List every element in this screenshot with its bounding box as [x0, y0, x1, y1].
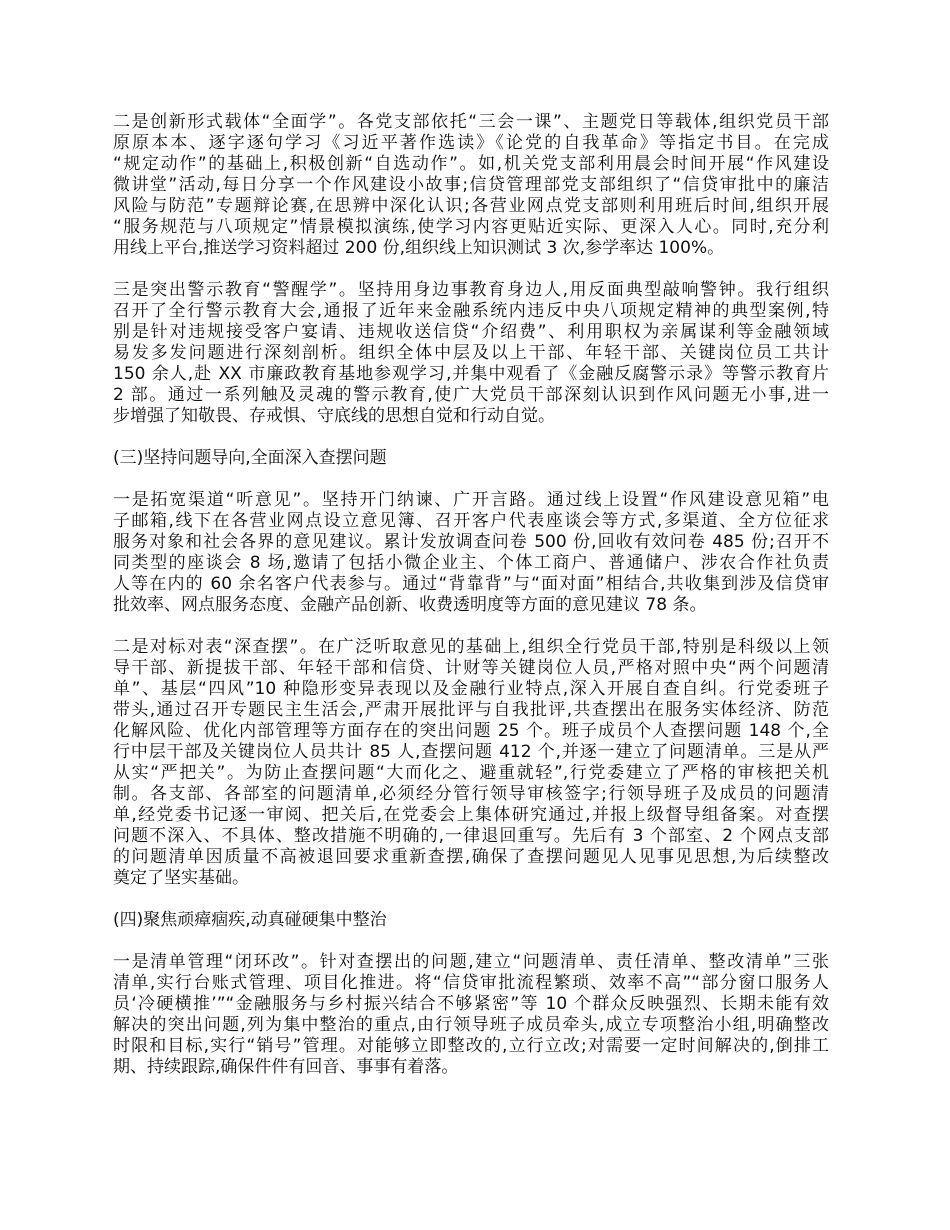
text-line: 带头,通过召开专题民主生活会,严肃开展批评与自我批评,共查摆出在服务实体经济、防范 — [113, 700, 829, 720]
text-line: 用线上平台,推送学习资料超过 200 份,组织线上知识测试 3 次,参学率达 100%。 — [113, 238, 725, 258]
text-line: 步增强了知敬畏、存戒惧、守底线的思想自觉和行动自觉。 — [113, 406, 555, 426]
text-line: 单,经党委书记逐一审阅、把关后,在党委会上集体研究通过,并报上级督导组备案。对查摆 — [113, 805, 829, 825]
text-line: 单”、基层“四风”10 种隐形变异表现以及金融行业特点,深入开展自查自纠。行党委班子 — [113, 679, 829, 699]
text-line: “规定动作”的基础上,积极创新“自选动作”。如,机关党支部利用晨会时间开展“作风建设 — [113, 154, 829, 174]
text-line: 导干部、新提拔干部、年轻干部和信贷、计财等关键岗位人员,严格对照中央“两个问题清 — [113, 658, 829, 678]
text-line: 一是拓宽渠道“听意见”。坚持开门纳谏、广开言路。通过线上设置“作风建设意见箱”电 — [113, 490, 829, 510]
text-line: 2 部。通过一系列触及灵魂的警示教育,使广大党员干部深刻认识到作风问题无小事,进一 — [113, 385, 829, 405]
paragraph — [113, 280, 829, 427]
text-line: 风险与防范”专题辩论赛,在思辨中深化认识;各营业网点党支部则利用班后时间,组织开展 — [113, 196, 829, 216]
text-line: 召开了全行警示教育大会,通报了近年来金融系统内违反中央八项规定精神的典型案例,特 — [113, 301, 829, 321]
text-line: 从实“严把关”。为防止查摆问题“大而化之、避重就轻”,行党委建立了严格的审核把关机 — [113, 763, 829, 783]
text-line: 150 余人,赴 XX 市廉政教育基地参观学习,并集中观看了《金融反腐警示录》等警示教育片 — [113, 364, 829, 384]
text-line: 问题不深入、不具体、整改措施不明确的,一律退回重写。先后有 3 个部室、2 个网点支部 — [113, 826, 829, 846]
paragraph — [113, 112, 829, 259]
text-line: (四)聚焦顽瘴痼疾,动真碰硬集中整治 — [113, 910, 387, 930]
text-line: 解决的突出问题,列为集中整治的重点,由行领导班子成员牵头,成立专项整治小组,明确整改 — [113, 1015, 829, 1035]
text-line: 行中层干部及关键岗位人员共计 85 人,查摆问题 412 个,并逐一建立了问题清单。三是从严 — [113, 742, 829, 762]
document-body — [113, 112, 829, 1099]
text-line: 服务对象和社会各界的意见建议。累计发放调查问卷 500 份,回收有效问卷 485 份;召开不 — [113, 532, 829, 552]
text-line: 原原本本、逐字逐句学习《习近平著作选读》《论党的自我革命》等指定书目。在完成 — [113, 133, 829, 153]
text-line: 化解风险、优化内部管理等方面存在的突出问题 25 个。班子成员个人查摆问题 148 个,全 — [113, 721, 829, 741]
text-line: 二是对标对表“深查摆”。在广泛听取意见的基础上,组织全行党员干部,特别是科级以上领 — [113, 637, 829, 657]
section-heading — [113, 910, 829, 931]
paragraph — [113, 490, 829, 616]
text-line: “服务规范与八项规定”情景模拟演练,使学习内容更贴近实际、更深入人心。同时,充分利 — [113, 217, 829, 237]
text-line: 批效率、网点服务态度、金融产品创新、收费透明度等方面的意见建议 78 条。 — [113, 595, 707, 615]
text-line: 同类型的座谈会 8 场,邀请了包括小微企业主、个体工商户、普通储户、涉农合作社负责 — [113, 553, 829, 573]
text-line: 员‘冷硬横推’”“金融服务与乡村振兴结合不够紧密”等 10 个群众反映强烈、长期未能有效 — [113, 994, 829, 1014]
text-line: 一是清单管理“闭环改”。针对查摆出的问题,建立“问题清单、责任清单、整改清单”三张 — [113, 952, 829, 972]
text-line: 人等在内的 60 余名客户代表参与。通过“背靠背”与“面对面”相结合,共收集到涉及信贷审 — [113, 574, 829, 594]
text-line: 子邮箱,线下在各营业网点设立意见簿、召开客户代表座谈会等方式,多渠道、全方位征求 — [113, 511, 829, 531]
text-line: 微讲堂”活动,每日分享一个作风建设小故事;信贷管理部党支部组织了“信贷审批中的廉洁 — [113, 175, 829, 195]
text-line: 时限和目标,实行“销号”管理。对能够立即整改的,立行立改;对需要一定时间解决的,倒排工 — [113, 1036, 829, 1056]
section-heading — [113, 448, 829, 469]
text-line: 二是创新形式载体“全面学”。各党支部依托“三会一课”、主题党日等载体,组织党员干部 — [113, 112, 829, 132]
text-line: 易发多发问题进行深刻剖析。组织全体中层及以上干部、年轻干部、关键岗位员工共计 — [113, 343, 829, 363]
text-line: 奠定了坚实基础。 — [113, 868, 249, 888]
text-line: 三是突出警示教育“警醒学”。坚持用身边事教育身边人,用反面典型敲响警钟。我行组织 — [113, 280, 829, 300]
paragraph — [113, 952, 829, 1078]
text-line: 期、持续跟踪,确保件件有回音、事事有着落。 — [113, 1057, 459, 1077]
text-line: 的问题清单因质量不高被退回要求重新查摆,确保了查摆问题见人见事见思想,为后续整改 — [113, 847, 829, 867]
text-line: 别是针对违规接受客户宴请、违规收送信贷“介绍费”、利用职权为亲属谋利等金融领域 — [113, 322, 829, 342]
paragraph — [113, 637, 829, 889]
text-line: (三)坚持问题导向,全面深入查摆问题 — [113, 448, 387, 468]
text-line: 清单,实行台账式管理、项目化推进。将“信贷审批流程繁琐、效率不高”“部分窗口服务人 — [113, 973, 829, 993]
text-line: 制。各支部、各部室的问题清单,必须经分管行领导审核签字;行领导班子及成员的问题清 — [113, 784, 829, 804]
